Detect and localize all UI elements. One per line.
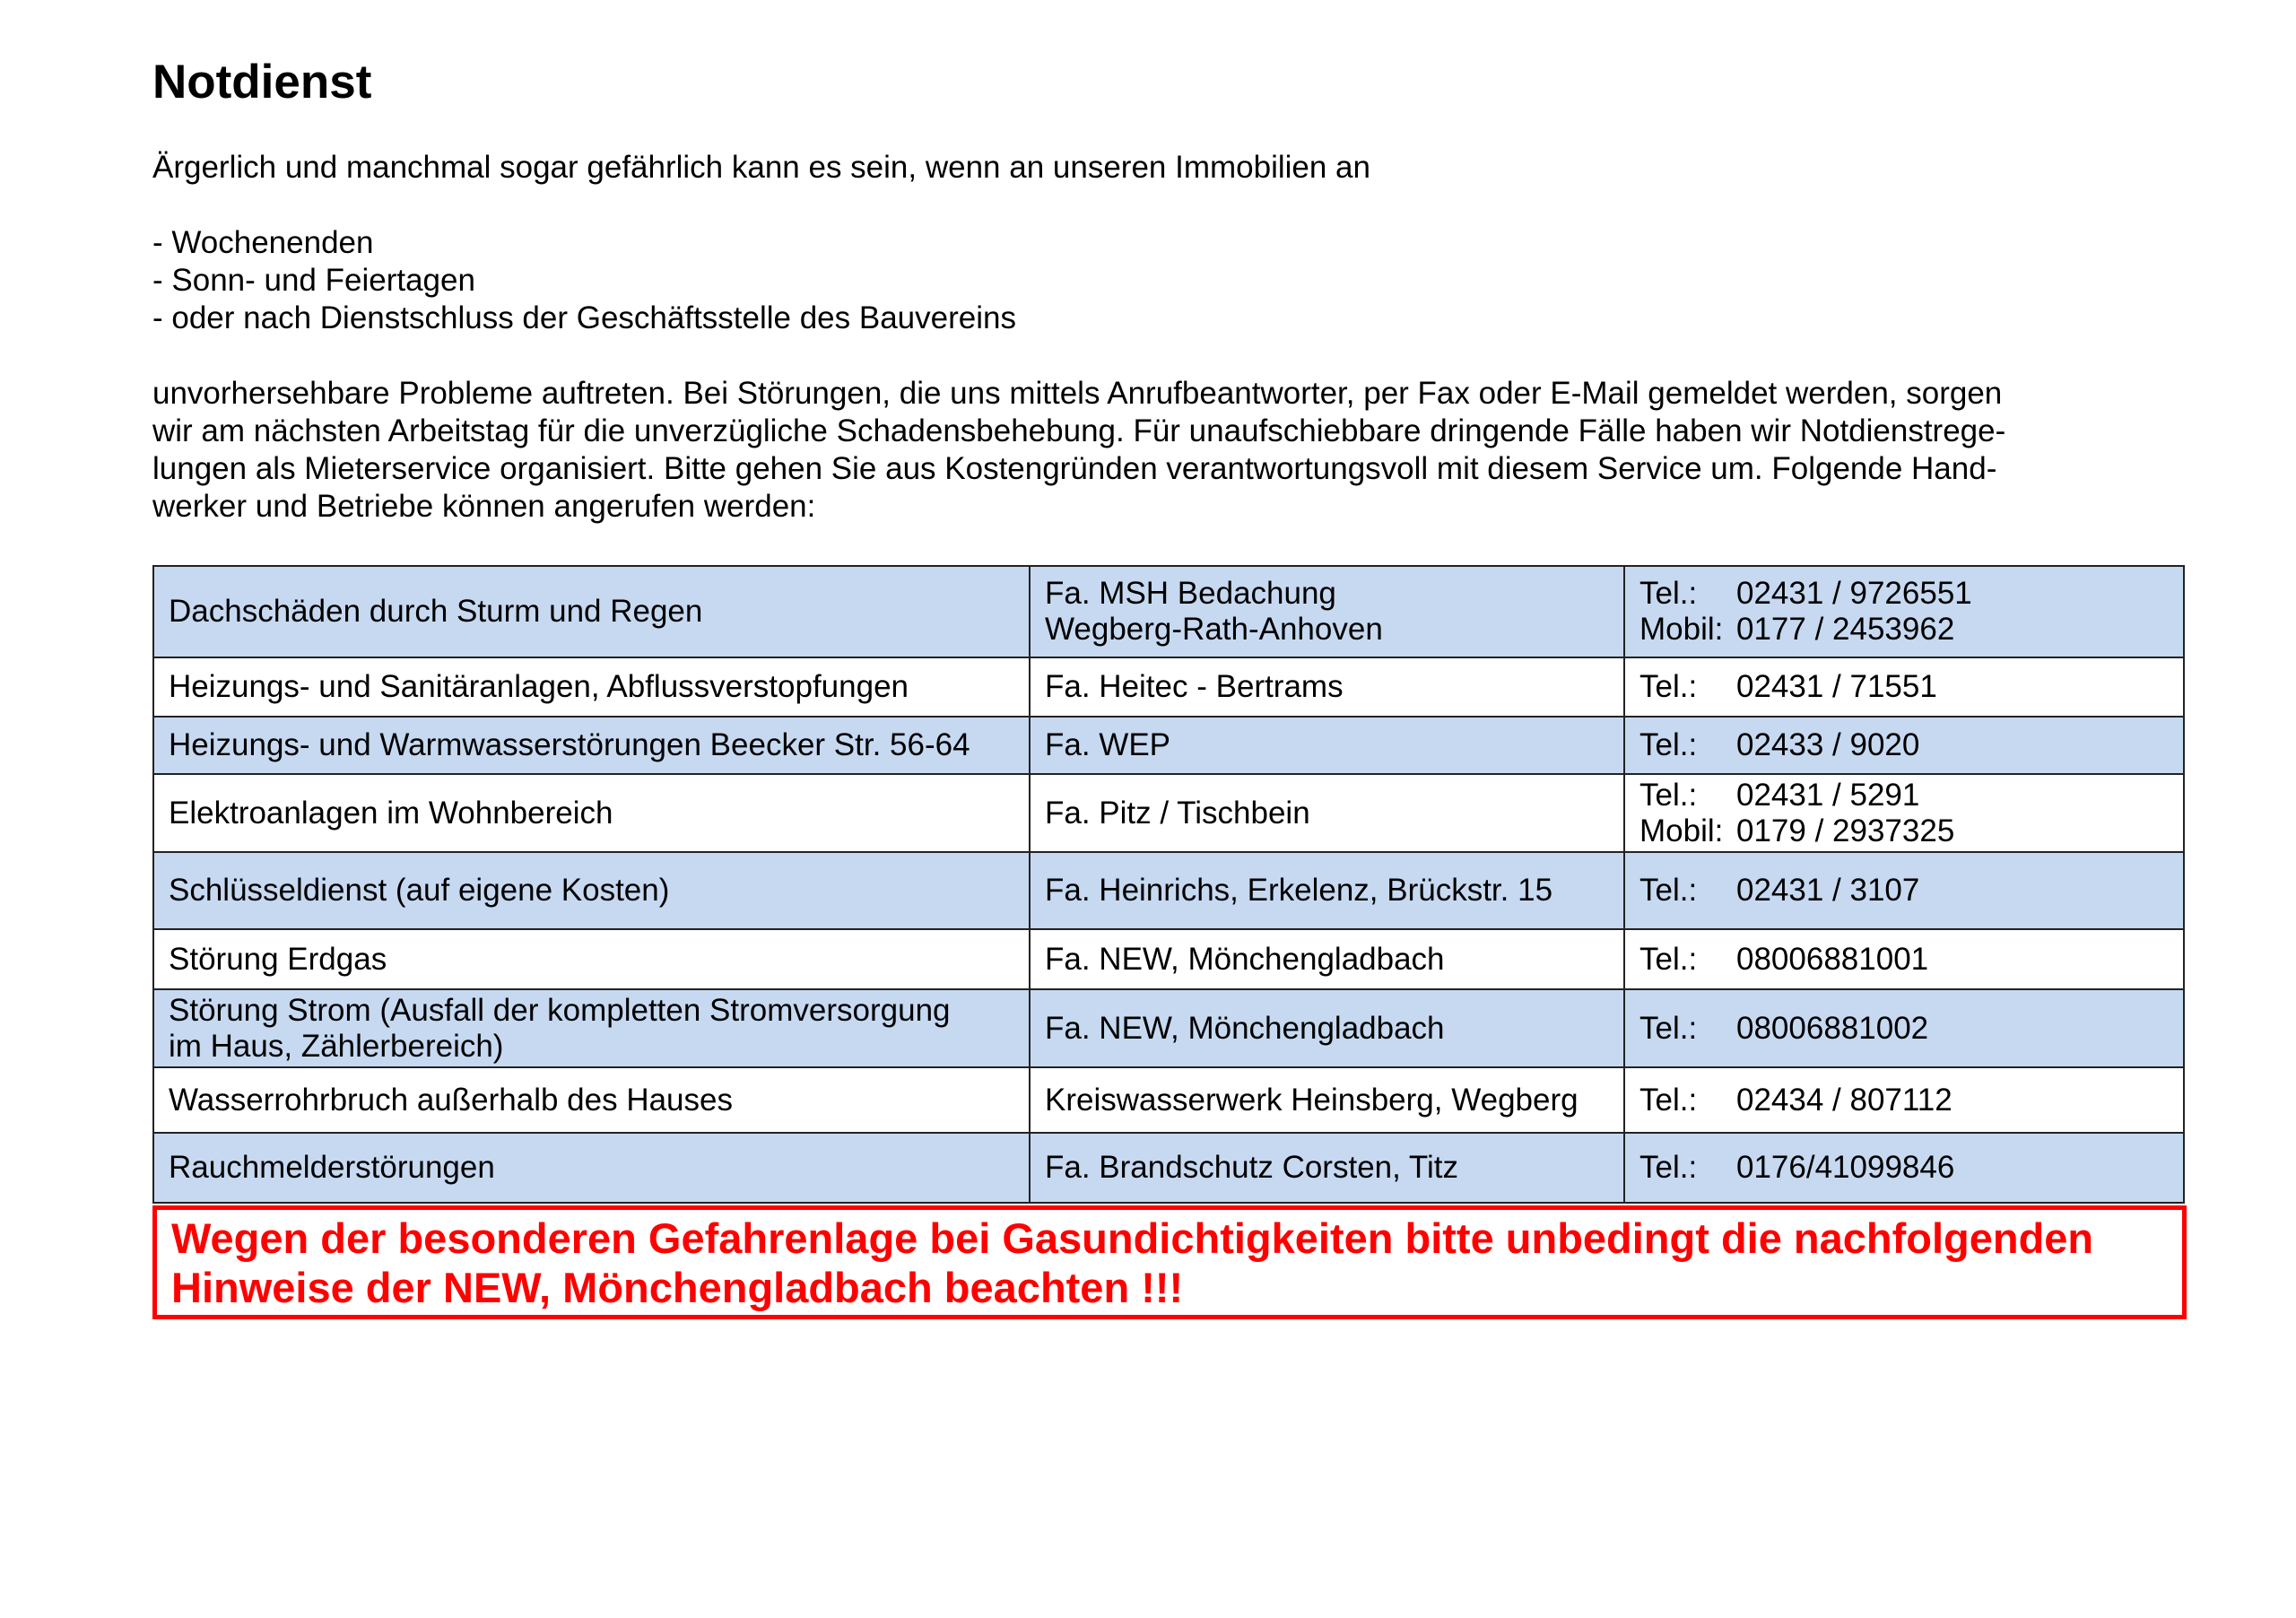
company-text: Fa. NEW, Mönchengladbach [1045, 1010, 1445, 1046]
phone-line [1639, 612, 2169, 648]
issue-cell [153, 1067, 1030, 1133]
table-row [153, 1133, 2184, 1203]
table-row [153, 929, 2184, 989]
issue-text: Rauchmelderstörungen [169, 1150, 495, 1185]
company-cell [1030, 852, 1624, 929]
phone-label: Tel.: [1639, 669, 1698, 704]
warning-line: Wegen der besonderen Gefahrenlage bei Gasundichtigkeiten bitte unbedingt die nachfolgenden [171, 1214, 2094, 1262]
phone-number: 0176/41099846 [1736, 1150, 1955, 1185]
phone-cell [1624, 1133, 2184, 1203]
table-row [153, 989, 2184, 1067]
phone-cell [1624, 929, 2184, 989]
company-cell [1030, 989, 1624, 1067]
phone-line [1639, 1011, 2169, 1047]
phone-cell [1624, 1067, 2184, 1133]
phone-label: Tel.: [1639, 576, 1698, 611]
phone-label: Tel.: [1639, 873, 1698, 908]
company-text: Wegberg-Rath-Anhoven [1045, 612, 1383, 647]
phone-label: Mobil: [1639, 813, 1724, 848]
phone-line [1639, 873, 2169, 909]
phone-line [1639, 813, 2169, 849]
company-cell [1030, 1133, 1624, 1203]
phone-line [1639, 576, 2169, 612]
warning-line: Hinweise der NEW, Mönchengladbach beachten !!! [171, 1264, 1184, 1311]
issue-cell [153, 1133, 1030, 1203]
phone-label: Tel.: [1639, 727, 1698, 762]
company-text: Fa. WEP [1045, 727, 1171, 762]
phone-line [1639, 1083, 2169, 1118]
issue-cell [153, 929, 1030, 989]
phone-line [1639, 669, 2169, 705]
issue-text: Heizungs- und Sanitäranlagen, Abflussverstopfungen [169, 669, 909, 704]
gas-warning-box [152, 1205, 2187, 1319]
issue-cell [153, 566, 1030, 657]
phone-line [1639, 727, 2169, 763]
table-row [153, 657, 2184, 717]
phone-cell [1624, 566, 2184, 657]
issue-cell [153, 852, 1030, 929]
phone-label: Tel.: [1639, 941, 1698, 977]
phone-cell [1624, 989, 2184, 1067]
phone-number: 0177 / 2453962 [1736, 612, 1955, 647]
phone-cell [1624, 852, 2184, 929]
table-row [153, 852, 2184, 929]
company-text: Kreiswasserwerk Heinsberg, Wegberg [1045, 1082, 1578, 1118]
company-text: Fa. Pitz / Tischbein [1045, 795, 1310, 831]
phone-line [1639, 778, 2169, 813]
issue-cell [153, 774, 1030, 852]
phone-line [1639, 1150, 2169, 1186]
company-text: Fa. Brandschutz Corsten, Titz [1045, 1150, 1459, 1185]
phone-label: Tel.: [1639, 1150, 1698, 1185]
bullet-item: - Sonn- und Feiertagen [152, 263, 475, 298]
company-cell [1030, 774, 1624, 852]
phone-number: 02431 / 3107 [1736, 873, 1920, 908]
page-title: Notdienst [152, 56, 372, 109]
issue-cell [153, 657, 1030, 717]
issue-text: Elektroanlagen im Wohnbereich [169, 795, 613, 831]
company-text: Fa. NEW, Mönchengladbach [1045, 941, 1445, 977]
issue-text: im Haus, Zählerbereich) [169, 1028, 504, 1064]
phone-number: 08006881001 [1736, 941, 1929, 977]
company-text: Fa. Heitec - Bertrams [1045, 669, 1344, 704]
table-row [153, 1067, 2184, 1133]
company-cell [1030, 1067, 1624, 1133]
issue-text: Störung Strom (Ausfall der kompletten Stromversorgung [169, 992, 951, 1028]
phone-number: 08006881002 [1736, 1010, 1929, 1046]
phone-cell [1624, 657, 2184, 717]
issue-text: Dachschäden durch Sturm und Regen [169, 594, 703, 629]
phone-number: 02431 / 71551 [1736, 669, 1937, 704]
table-row [153, 717, 2184, 774]
phone-label: Tel.: [1639, 777, 1698, 813]
bullet-item: - Wochenenden [152, 225, 374, 260]
company-cell [1030, 566, 1624, 657]
issue-text: Störung Erdgas [169, 941, 387, 977]
body-line: werker und Betriebe können angerufen werden: [152, 489, 816, 524]
company-text: Fa. MSH Bedachung [1045, 576, 1336, 611]
company-text: Fa. Heinrichs, Erkelenz, Brückstr. 15 [1045, 873, 1553, 908]
issue-text: Wasserrohrbruch außerhalb des Hauses [169, 1082, 733, 1118]
phone-line [1639, 942, 2169, 978]
company-cell [1030, 717, 1624, 774]
issue-cell [153, 989, 1030, 1067]
phone-cell [1624, 717, 2184, 774]
company-cell [1030, 657, 1624, 717]
table-row [153, 774, 2184, 852]
body-line: lungen als Mieterservice organisiert. Bitte gehen Sie aus Kostengründen verantwortungsvoll mit diesem Service um. Folgende Hand- [152, 451, 1997, 486]
phone-label: Tel.: [1639, 1082, 1698, 1118]
emergency-contacts-table [152, 565, 2185, 1204]
phone-number: 0179 / 2937325 [1736, 813, 1955, 848]
phone-number: 02431 / 9726551 [1736, 576, 1972, 611]
phone-label: Mobil: [1639, 612, 1724, 647]
company-cell [1030, 929, 1624, 989]
table-row [153, 566, 2184, 657]
bullet-item: - oder nach Dienstschluss der Geschäftsstelle des Bauvereins [152, 300, 1016, 335]
phone-cell [1624, 774, 2184, 852]
body-line: wir am nächsten Arbeitstag für die unverzügliche Schadensbehebung. Für unaufschiebbare dringende Fälle haben wir Notdienstrege- [152, 413, 2006, 448]
phone-number: 02431 / 5291 [1736, 777, 1920, 813]
body-line: unvorhersehbare Probleme auftreten. Bei Störungen, die uns mittels Anrufbeantworter, per Fax oder E-Mail gemeldet werden, sorgen [152, 376, 2003, 411]
issue-text: Schlüsseldienst (auf eigene Kosten) [169, 873, 670, 908]
phone-label: Tel.: [1639, 1010, 1698, 1046]
intro-text: Ärgerlich und manchmal sogar gefährlich kann es sein, wenn an unseren Immobilien an [152, 150, 1370, 185]
phone-number: 02433 / 9020 [1736, 727, 1920, 762]
issue-cell [153, 717, 1030, 774]
phone-number: 02434 / 807112 [1736, 1082, 1952, 1118]
issue-text: Heizungs- und Warmwasserstörungen Beecker Str. 56-64 [169, 727, 970, 762]
